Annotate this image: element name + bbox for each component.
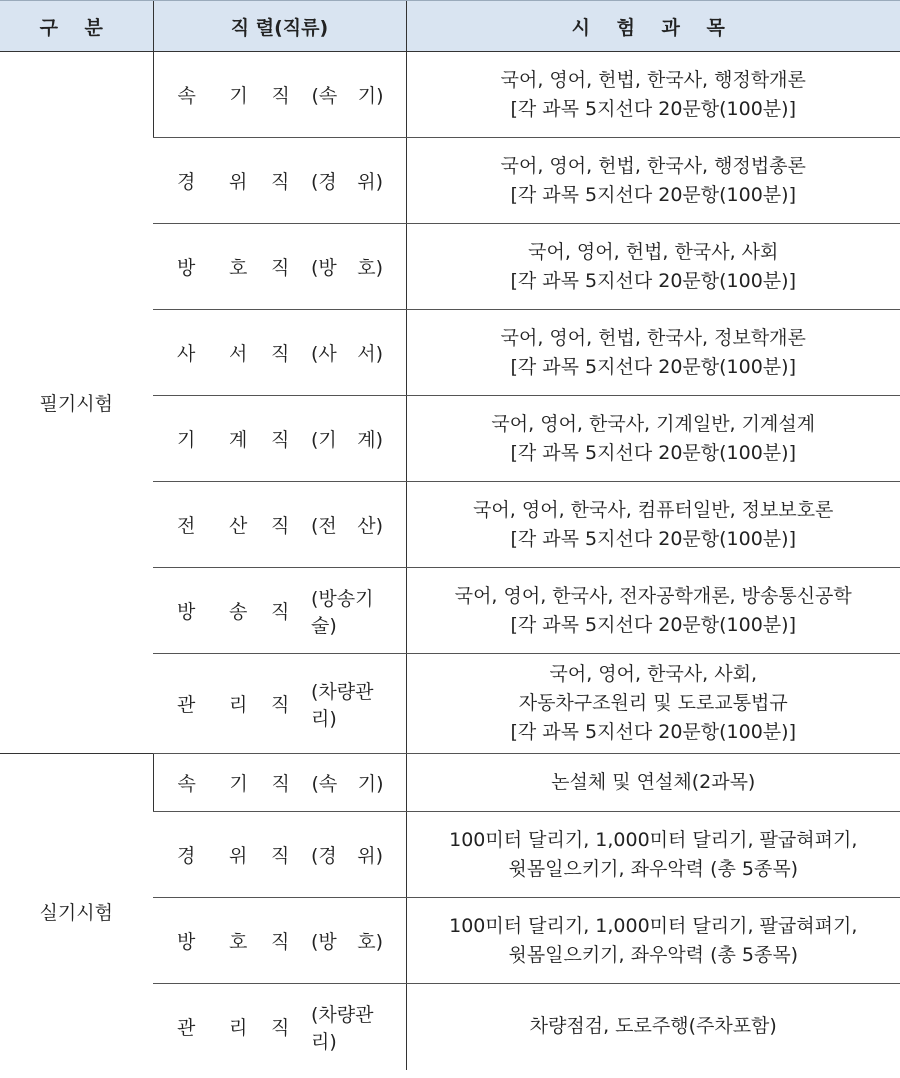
exam-subjects-cell bbox=[406, 224, 900, 310]
job-series-cell bbox=[153, 52, 406, 138]
job-category-open: (차량관리) bbox=[311, 680, 374, 730]
table-row bbox=[0, 754, 900, 812]
table-row bbox=[0, 52, 900, 138]
job-name-char: 경 bbox=[177, 171, 196, 193]
subject-line: 국어, 영어, 헌법, 한국사, 정보학개론 bbox=[500, 326, 806, 349]
subject-line: 논설체 및 연설체(2과목) bbox=[551, 771, 756, 793]
job-category-close: 위) bbox=[357, 171, 383, 193]
job-category-open: (기 bbox=[311, 429, 337, 451]
header-category: 구 분 bbox=[0, 1, 153, 52]
job-series-cell bbox=[153, 754, 406, 812]
subject-line: 차량점검, 도로주행(주차포함) bbox=[529, 1015, 777, 1038]
job-category-open: (사 bbox=[311, 343, 337, 365]
job-category-open: (경 bbox=[311, 171, 337, 193]
header-job-series: 직 렬(직류) bbox=[153, 1, 406, 52]
job-category-close: 산) bbox=[357, 515, 383, 537]
job-name-char: 속 bbox=[177, 85, 196, 107]
subject-line: [각 과목 5지선다 20문항(100분)] bbox=[510, 613, 796, 636]
subject-line: 윗몸일으키기, 좌우악력 (총 5종목) bbox=[508, 943, 799, 966]
job-name-char: 직 bbox=[271, 845, 290, 867]
job-category-paren bbox=[311, 253, 383, 280]
job-name-char: 직 bbox=[271, 694, 290, 716]
job-name-char: 리 bbox=[229, 694, 248, 716]
job-category-open: (방송기술) bbox=[311, 587, 374, 637]
job-category-close: 기) bbox=[357, 773, 384, 795]
group-practical-exam: 실기시험 bbox=[0, 754, 153, 1070]
subject-line: [각 과목 5지선다 20문항(100분)] bbox=[510, 269, 796, 292]
job-category-close: 계) bbox=[357, 429, 383, 451]
exam-subjects-cell bbox=[406, 396, 900, 482]
job-name-char: 직 bbox=[271, 429, 290, 451]
job-category-open: (방 bbox=[311, 257, 337, 279]
subject-line: 100미터 달리기, 1,000미터 달리기, 팔굽혀펴기, bbox=[449, 828, 858, 851]
job-category-paren bbox=[311, 584, 383, 638]
job-category-open: (차량관리) bbox=[311, 1003, 374, 1053]
subject-line: [각 과목 5지선다 20문항(100분)] bbox=[510, 183, 796, 206]
job-category-close: 위) bbox=[357, 845, 383, 867]
exam-subjects-cell bbox=[406, 812, 900, 898]
job-series-cell bbox=[153, 396, 406, 482]
job-series-cell bbox=[153, 898, 406, 984]
exam-subjects-cell bbox=[406, 138, 900, 224]
subject-line: [각 과목 5지선다 20문항(100분)] bbox=[510, 441, 796, 464]
job-category-paren bbox=[311, 511, 383, 538]
job-name-char: 리 bbox=[229, 1017, 248, 1040]
exam-subjects-cell bbox=[406, 654, 900, 754]
subject-line: 국어, 영어, 한국사, 기계일반, 기계설계 bbox=[491, 412, 816, 435]
job-name-char: 사 bbox=[177, 343, 196, 365]
job-category-paren bbox=[311, 339, 383, 366]
subject-line: [각 과목 5지선다 20문항(100분)] bbox=[510, 527, 796, 550]
subject-line: 100미터 달리기, 1,000미터 달리기, 팔굽혀펴기, bbox=[449, 914, 858, 937]
job-category-paren bbox=[312, 81, 384, 108]
job-series-cell bbox=[153, 812, 406, 898]
job-name-char: 직 bbox=[271, 85, 290, 107]
job-name-char: 방 bbox=[177, 601, 196, 623]
subject-line: 국어, 영어, 헌법, 한국사, 행정학개론 bbox=[500, 68, 806, 91]
exam-subjects-cell bbox=[406, 754, 900, 812]
group-written-exam: 필기시험 bbox=[39, 393, 113, 415]
job-category-paren bbox=[312, 769, 384, 796]
job-name-char: 직 bbox=[271, 343, 290, 365]
job-name-char: 위 bbox=[229, 171, 248, 193]
job-name-char: 직 bbox=[271, 931, 290, 953]
job-category-paren bbox=[311, 841, 383, 868]
job-name-char: 서 bbox=[229, 343, 248, 365]
job-category-close: 호) bbox=[357, 257, 383, 279]
job-category-open: (경 bbox=[311, 845, 337, 867]
job-name-char: 호 bbox=[229, 931, 248, 953]
job-name-char: 기 bbox=[229, 85, 248, 107]
job-category-close: 호) bbox=[357, 931, 383, 953]
header-exam-subjects: 시 험 과 목 bbox=[406, 1, 900, 52]
subject-line: 자동차구조원리 및 도로교통법규 bbox=[518, 692, 788, 714]
exam-subjects-cell bbox=[406, 52, 900, 138]
table-header-row bbox=[0, 1, 900, 52]
job-name-char: 관 bbox=[177, 1017, 196, 1040]
job-name-char: 직 bbox=[271, 257, 290, 279]
job-name-char: 직 bbox=[271, 515, 290, 537]
job-name-char: 송 bbox=[229, 601, 248, 623]
job-name-char: 직 bbox=[271, 171, 290, 193]
job-name-char: 기 bbox=[177, 429, 196, 451]
job-name-char: 위 bbox=[229, 845, 248, 867]
job-category-paren bbox=[311, 927, 383, 954]
job-series-cell bbox=[153, 224, 406, 310]
job-name-char: 호 bbox=[229, 257, 248, 279]
job-category-paren bbox=[311, 167, 383, 194]
subject-line: [각 과목 5지선다 20문항(100분)] bbox=[510, 97, 796, 120]
exam-subjects-cell bbox=[406, 984, 900, 1070]
subject-line: 국어, 영어, 한국사, 사회, bbox=[549, 663, 757, 685]
job-series-cell bbox=[153, 482, 406, 568]
exam-subjects-cell bbox=[406, 310, 900, 396]
job-category-open: (전 bbox=[311, 515, 337, 537]
job-name-char: 방 bbox=[177, 931, 196, 953]
job-category-paren bbox=[311, 425, 383, 452]
job-series-cell bbox=[153, 654, 406, 754]
job-name-char: 직 bbox=[271, 773, 290, 795]
job-series-cell bbox=[153, 138, 406, 224]
job-name-char: 방 bbox=[177, 257, 196, 279]
subject-line: 국어, 영어, 헌법, 한국사, 행정법총론 bbox=[500, 154, 806, 177]
subject-line: [각 과목 5지선다 20문항(100분)] bbox=[510, 355, 796, 378]
job-series-cell bbox=[153, 568, 406, 654]
job-category-close: 서) bbox=[357, 343, 383, 365]
subject-line: 국어, 영어, 헌법, 한국사, 사회 bbox=[528, 240, 779, 263]
job-category-open: (속 bbox=[311, 773, 338, 795]
job-series-cell bbox=[153, 984, 406, 1070]
job-name-char: 경 bbox=[177, 845, 196, 867]
job-category-open: (방 bbox=[311, 931, 337, 953]
exam-subjects-cell bbox=[406, 898, 900, 984]
job-category-paren bbox=[311, 677, 383, 731]
subject-line: 윗몸일으키기, 좌우악력 (총 5종목) bbox=[508, 857, 799, 880]
job-category-open: (속 bbox=[311, 85, 338, 107]
subject-line: 국어, 영어, 한국사, 컴퓨터일반, 정보보호론 bbox=[473, 498, 834, 521]
subject-line: [각 과목 5지선다 20문항(100분)] bbox=[510, 721, 796, 743]
job-name-char: 기 bbox=[229, 773, 248, 795]
job-name-char: 산 bbox=[229, 515, 248, 537]
exam-subjects-cell bbox=[406, 482, 900, 568]
job-name-char: 계 bbox=[229, 429, 248, 451]
job-name-char: 전 bbox=[177, 515, 196, 537]
job-name-char: 직 bbox=[271, 601, 290, 623]
job-category-close: 기) bbox=[357, 85, 384, 107]
job-category-paren bbox=[311, 1000, 383, 1054]
job-name-char: 직 bbox=[271, 1017, 290, 1040]
exam-subjects-cell bbox=[406, 568, 900, 654]
job-name-char: 속 bbox=[177, 773, 196, 795]
subject-line: 국어, 영어, 한국사, 전자공학개론, 방송통신공학 bbox=[454, 584, 852, 607]
job-series-cell bbox=[153, 310, 406, 396]
job-name-char: 관 bbox=[177, 694, 196, 716]
